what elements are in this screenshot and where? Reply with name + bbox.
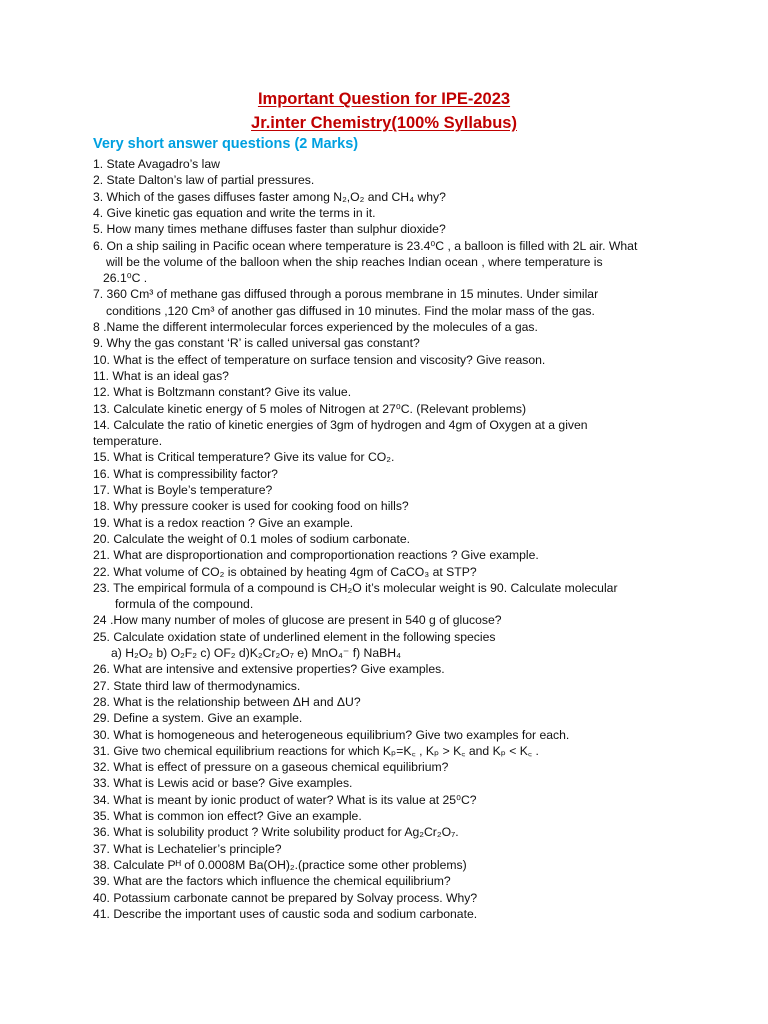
question-item: 36. What is solubility product ? Write solubility product for Ag₂Cr₂O₇. bbox=[93, 825, 459, 840]
question-item: 39. What are the factors which influence the chemical equilibrium? bbox=[93, 874, 451, 889]
question-item: 32. What is effect of pressure on a gaseous chemical equilibrium? bbox=[93, 760, 449, 775]
question-item: 27. State third law of thermodynamics. bbox=[93, 678, 301, 693]
question-item: 37. What is Lechatelier’s principle? bbox=[93, 841, 282, 856]
question-item: 26. What are intensive and extensive properties? Give examples. bbox=[93, 662, 445, 677]
question-item-continuation: conditions ,120 Cm³ of another gas diffused in 10 minutes. Find the molar mass of the gas. bbox=[106, 303, 595, 318]
question-item: 10. What is the effect of temperature on surface tension and viscosity? Give reason. bbox=[93, 352, 546, 367]
question-item: 13. Calculate kinetic energy of 5 moles of Nitrogen at 27⁰C. (Relevant problems) bbox=[93, 401, 527, 416]
question-item: 28. What is the relationship between ΔH and ΔU? bbox=[93, 694, 361, 709]
question-item: 40. Potassium carbonate cannot be prepared by Solvay process. Why? bbox=[93, 890, 478, 905]
question-item: 7. 360 Cm³ of methane gas diffused through a porous membrane in 15 minutes. Under similar bbox=[93, 287, 599, 302]
question-item: 3. Which of the gases diffuses faster among N₂,O₂ and CH₄ why? bbox=[93, 189, 446, 204]
question-item: 24 .How many number of moles of glucose are present in 540 g of glucose? bbox=[93, 613, 502, 628]
question-item: 9. Why the gas constant ‘R’ is called universal gas constant? bbox=[93, 336, 420, 351]
question-item: 4. Give kinetic gas equation and write the terms in it. bbox=[93, 205, 376, 220]
question-item: 17. What is Boyle’s temperature? bbox=[93, 483, 273, 497]
document-subtitle: Jr.inter Chemistry(100% Syllabus) bbox=[251, 114, 517, 132]
question-item: 41. Describe the important uses of caustic soda and sodium carbonate. bbox=[93, 906, 478, 921]
question-item: 16. What is compressibility factor? bbox=[93, 466, 278, 481]
question-item: 35. What is common ion effect? Give an example. bbox=[93, 809, 362, 823]
question-item: 1. State Avagadro’s law bbox=[93, 157, 220, 171]
question-item-continuation: will be the volume of the balloon when the ship reaches Indian ocean , where temperature is bbox=[106, 254, 603, 269]
question-item: 15. What is Critical temperature? Give its value for CO₂. bbox=[93, 450, 395, 465]
question-item-continuation: formula of the compound. bbox=[115, 597, 254, 612]
question-item: 18. Why pressure cooker is used for cooking food on hills? bbox=[93, 499, 409, 514]
question-item: 5. How many times methane diffuses faster than sulphur dioxide? bbox=[93, 222, 446, 237]
question-item: 33. What is Lewis acid or base? Give examples. bbox=[93, 776, 353, 791]
question-item: 19. What is a redox reaction ? Give an example. bbox=[93, 515, 354, 530]
question-item: 8 .Name the different intermolecular forces experienced by the molecules of a gas. bbox=[93, 320, 538, 334]
question-item: 34. What is meant by ionic product of water? What is its value at 25⁰C? bbox=[93, 792, 477, 807]
question-item: 6. On a ship sailing in Pacific ocean where temperature is 23.4⁰C , a balloon is filled with 2L air. What bbox=[93, 238, 638, 253]
question-item: 25. Calculate oxidation state of underlined element in the following species bbox=[93, 629, 496, 644]
question-item-continuation: a) H₂O₂ b) O₂F₂ c) OF₂ d)K₂Cr₂O₇ e) MnO₄⁻ f) NaBH₄ bbox=[111, 646, 402, 660]
question-item: 38. Calculate Pᴴ of 0.0008M Ba(OH)₂.(practice some other problems) bbox=[93, 857, 467, 872]
question-item: 31. Give two chemical equilibrium reactions for which Kₚ=K꜀ , Kₚ > K꜀ and Kₚ < K꜀ . bbox=[93, 743, 539, 758]
question-item: 29. Define a system. Give an example. bbox=[93, 711, 303, 726]
document-title: Important Question for IPE-2023 bbox=[257, 90, 511, 108]
question-item: 11. What is an ideal gas? bbox=[93, 368, 229, 383]
question-item: 12. What is Boltzmann constant? Give its value. bbox=[93, 385, 352, 400]
section-heading: Very short answer questions (2 Marks) bbox=[93, 136, 359, 152]
question-item: 23. The empirical formula of a compound is CH₂O it’s molecular weight is 90. Calculate molecular bbox=[93, 580, 618, 595]
question-item-continuation: 26.1⁰C . bbox=[103, 271, 148, 286]
question-item: 30. What is homogeneous and heterogeneous equilibrium? Give two examples for each. bbox=[93, 727, 570, 742]
question-item: 20. Calculate the weight of 0.1 moles of sodium carbonate. bbox=[93, 531, 411, 546]
question-item: 14. Calculate the ratio of kinetic energies of 3gm of hydrogen and 4gm of Oxygen at a given bbox=[93, 417, 588, 432]
question-item: 21. What are disproportionation and comproportionation reactions ? Give example. bbox=[93, 548, 539, 563]
question-item-continuation: temperature. bbox=[93, 434, 163, 449]
question-item: 22. What volume of CO₂ is obtained by heating 4gm of CaCO₃ at STP? bbox=[93, 564, 477, 579]
question-item: 2. State Dalton’s law of partial pressures. bbox=[93, 173, 315, 188]
